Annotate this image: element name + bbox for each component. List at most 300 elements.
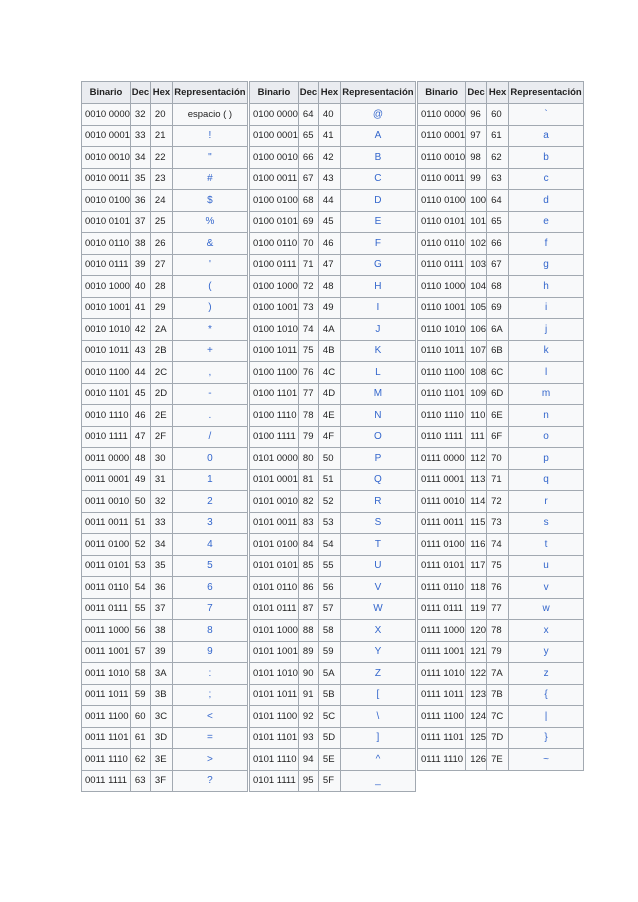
representation-cell: a [509,125,584,147]
binary-cell: 0011 1010 [82,663,131,685]
representation-cell: 8 [172,620,247,642]
dec-cell: 113 [466,469,487,491]
header-dec: Dec [130,82,150,104]
binary-cell: 0110 1101 [418,383,466,405]
representation-cell: I [340,297,415,319]
binary-cell: 0111 1011 [418,684,466,706]
header-row [82,82,248,104]
hex-cell: 46 [318,233,340,255]
table-row [250,641,416,663]
hex-cell: 47 [318,254,340,276]
table-row [250,426,416,448]
representation-cell: K [340,340,415,362]
binary-cell: 0101 1010 [250,663,299,685]
dec-cell: 109 [466,383,487,405]
table-row [82,362,248,384]
hex-cell: 66 [487,233,509,255]
hex-cell: 7A [487,663,509,685]
binary-cell: 0011 0111 [82,598,131,620]
table-row [250,340,416,362]
dec-cell: 54 [130,577,150,599]
representation-cell: j [509,319,584,341]
binary-cell: 0010 0100 [82,190,131,212]
hex-cell: 6F [487,426,509,448]
header-binario: Binario [418,82,466,104]
hex-cell: 5B [318,684,340,706]
representation-cell: R [340,491,415,513]
representation-cell: 3 [172,512,247,534]
representation-cell: : [172,663,247,685]
hex-cell: 55 [318,555,340,577]
table-row [250,555,416,577]
binary-cell: 0101 1011 [250,684,299,706]
table-row [418,534,584,556]
hex-cell: 30 [150,448,172,470]
hex-cell: 4B [318,340,340,362]
binary-cell: 0110 0000 [418,104,466,126]
representation-cell: G [340,254,415,276]
hex-cell: 57 [318,598,340,620]
representation-cell: \ [340,706,415,728]
representation-cell: s [509,512,584,534]
table-row [82,168,248,190]
hex-cell: 3E [150,749,172,771]
table-row [82,555,248,577]
table-row [250,684,416,706]
dec-cell: 120 [466,620,487,642]
table-row [418,319,584,341]
table-row [82,663,248,685]
table-row [82,491,248,513]
dec-cell: 43 [130,340,150,362]
representation-cell: ; [172,684,247,706]
representation-cell: 5 [172,555,247,577]
dec-cell: 58 [130,663,150,685]
hex-cell: 67 [487,254,509,276]
hex-cell: 63 [487,168,509,190]
dec-cell: 126 [466,749,487,771]
dec-cell: 53 [130,555,150,577]
hex-cell: 22 [150,147,172,169]
table-row [82,254,248,276]
header-representacion: Representación [509,82,584,104]
representation-cell: $ [172,190,247,212]
dec-cell: 112 [466,448,487,470]
hex-cell: 6C [487,362,509,384]
representation-cell: o [509,426,584,448]
table-row [250,125,416,147]
hex-cell: 32 [150,491,172,513]
table-row [418,620,584,642]
hex-cell: 52 [318,491,340,513]
hex-cell: 45 [318,211,340,233]
dec-cell: 52 [130,534,150,556]
hex-cell: 5D [318,727,340,749]
representation-cell: ^ [340,749,415,771]
table-row [418,125,584,147]
binary-cell: 0110 1000 [418,276,466,298]
table-row [82,319,248,341]
representation-cell: ? [172,770,247,792]
dec-cell: 41 [130,297,150,319]
binary-cell: 0011 1111 [82,770,131,792]
table-row [250,147,416,169]
representation-cell: S [340,512,415,534]
hex-cell: 21 [150,125,172,147]
table-row [418,469,584,491]
hex-cell: 72 [487,491,509,513]
hex-cell: 4D [318,383,340,405]
binary-cell: 0110 1110 [418,405,466,427]
dec-cell: 75 [298,340,318,362]
representation-cell: g [509,254,584,276]
binary-cell: 0010 1111 [82,426,131,448]
dec-cell: 37 [130,211,150,233]
table-row [418,233,584,255]
hex-cell: 65 [487,211,509,233]
dec-cell: 64 [298,104,318,126]
representation-cell: u [509,555,584,577]
dec-cell: 100 [466,190,487,212]
hex-cell: 61 [487,125,509,147]
binary-cell: 0110 0100 [418,190,466,212]
binary-cell: 0010 0001 [82,125,131,147]
table-row [82,577,248,599]
dec-cell: 84 [298,534,318,556]
binary-cell: 0111 0111 [418,598,466,620]
representation-cell: " [172,147,247,169]
table-row [82,125,248,147]
dec-cell: 65 [298,125,318,147]
binary-cell: 0110 1111 [418,426,466,448]
representation-cell: 2 [172,491,247,513]
dec-cell: 67 [298,168,318,190]
dec-cell: 57 [130,641,150,663]
dec-cell: 48 [130,448,150,470]
table-row [250,276,416,298]
ascii-table-1 [81,81,248,792]
dec-cell: 108 [466,362,487,384]
binary-cell: 0101 0011 [250,512,299,534]
hex-cell: 27 [150,254,172,276]
binary-cell: 0111 1110 [418,749,466,771]
representation-cell: } [509,727,584,749]
dec-cell: 45 [130,383,150,405]
hex-cell: 7B [487,684,509,706]
binary-cell: 0101 0110 [250,577,299,599]
dec-cell: 71 [298,254,318,276]
header-dec: Dec [466,82,487,104]
binary-cell: 0100 1110 [250,405,299,427]
representation-cell: X [340,620,415,642]
hex-cell: 4C [318,362,340,384]
hex-cell: 3F [150,770,172,792]
table-row [82,233,248,255]
table-row [250,663,416,685]
binary-cell: 0110 1001 [418,297,466,319]
table-row [250,362,416,384]
table-row [82,706,248,728]
dec-cell: 60 [130,706,150,728]
representation-cell: q [509,469,584,491]
table-row [250,727,416,749]
table-row [82,405,248,427]
hex-cell: 6B [487,340,509,362]
hex-cell: 5E [318,749,340,771]
hex-cell: 68 [487,276,509,298]
table-row [250,469,416,491]
dec-cell: 124 [466,706,487,728]
representation-cell: 6 [172,577,247,599]
binary-cell: 0111 0010 [418,491,466,513]
binary-cell: 0101 0000 [250,448,299,470]
binary-cell: 0010 0010 [82,147,131,169]
binary-cell: 0100 0001 [250,125,299,147]
binary-cell: 0101 1100 [250,706,299,728]
representation-cell: Q [340,469,415,491]
hex-cell: 2E [150,405,172,427]
dec-cell: 116 [466,534,487,556]
representation-cell: y [509,641,584,663]
binary-cell: 0101 0001 [250,469,299,491]
dec-cell: 123 [466,684,487,706]
representation-cell: ` [509,104,584,126]
dec-cell: 118 [466,577,487,599]
table-row [418,297,584,319]
table-row [250,254,416,276]
table-row [82,641,248,663]
dec-cell: 93 [298,727,318,749]
dec-cell: 38 [130,233,150,255]
representation-cell: Z [340,663,415,685]
representation-cell: ! [172,125,247,147]
binary-cell: 0100 1010 [250,319,299,341]
representation-cell: T [340,534,415,556]
table-row [418,577,584,599]
hex-cell: 4F [318,426,340,448]
hex-cell: 60 [487,104,509,126]
dec-cell: 74 [298,319,318,341]
header-row [418,82,584,104]
representation-cell: < [172,706,247,728]
dec-cell: 35 [130,168,150,190]
hex-cell: 43 [318,168,340,190]
header-hex: Hex [487,82,509,104]
representation-cell: ( [172,276,247,298]
dec-cell: 101 [466,211,487,233]
hex-cell: 2F [150,426,172,448]
representation-cell: # [172,168,247,190]
dec-cell: 49 [130,469,150,491]
binary-cell: 0100 0010 [250,147,299,169]
table-row [82,426,248,448]
binary-cell: 0011 0110 [82,577,131,599]
hex-cell: 48 [318,276,340,298]
dec-cell: 92 [298,706,318,728]
dec-cell: 96 [466,104,487,126]
dec-cell: 51 [130,512,150,534]
table-row [418,426,584,448]
hex-cell: 39 [150,641,172,663]
table-row [82,620,248,642]
representation-cell: L [340,362,415,384]
binary-cell: 0110 1010 [418,319,466,341]
representation-cell: t [509,534,584,556]
representation-cell: x [509,620,584,642]
hex-cell: 53 [318,512,340,534]
representation-cell: d [509,190,584,212]
binary-cell: 0110 0101 [418,211,466,233]
binary-cell: 0010 1011 [82,340,131,362]
binary-cell: 0110 1100 [418,362,466,384]
hex-cell: 76 [487,577,509,599]
dec-cell: 61 [130,727,150,749]
representation-cell: | [509,706,584,728]
binary-cell: 0111 1101 [418,727,466,749]
dec-cell: 114 [466,491,487,513]
binary-cell: 0100 1011 [250,340,299,362]
dec-cell: 80 [298,448,318,470]
table-row [418,147,584,169]
dec-cell: 107 [466,340,487,362]
representation-cell: * [172,319,247,341]
table-row [418,749,584,771]
hex-cell: 71 [487,469,509,491]
table-row [418,276,584,298]
binary-cell: 0100 0000 [250,104,299,126]
header-representacion: Representación [340,82,415,104]
binary-cell: 0100 0101 [250,211,299,233]
hex-cell: 29 [150,297,172,319]
hex-cell: 58 [318,620,340,642]
representation-cell: U [340,555,415,577]
representation-cell: J [340,319,415,341]
representation-cell: F [340,233,415,255]
binary-cell: 0100 1100 [250,362,299,384]
representation-cell: / [172,426,247,448]
dec-cell: 55 [130,598,150,620]
table-row [250,233,416,255]
dec-cell: 102 [466,233,487,255]
hex-cell: 34 [150,534,172,556]
dec-cell: 117 [466,555,487,577]
hex-cell: 41 [318,125,340,147]
representation-cell: 9 [172,641,247,663]
table-row [250,620,416,642]
dec-cell: 68 [298,190,318,212]
hex-cell: 64 [487,190,509,212]
binary-cell: 0100 1001 [250,297,299,319]
dec-cell: 91 [298,684,318,706]
binary-cell: 0111 1100 [418,706,466,728]
dec-cell: 39 [130,254,150,276]
dec-cell: 70 [298,233,318,255]
binary-cell: 0101 1001 [250,641,299,663]
table-row [250,448,416,470]
binary-cell: 0011 1001 [82,641,131,663]
representation-cell: ) [172,297,247,319]
binary-cell: 0100 1101 [250,383,299,405]
table-row [250,577,416,599]
dec-cell: 105 [466,297,487,319]
binary-cell: 0111 0000 [418,448,466,470]
dec-cell: 83 [298,512,318,534]
binary-cell: 0100 0110 [250,233,299,255]
hex-cell: 2B [150,340,172,362]
dec-cell: 88 [298,620,318,642]
dec-cell: 103 [466,254,487,276]
table-row [82,512,248,534]
representation-cell: i [509,297,584,319]
dec-cell: 122 [466,663,487,685]
dec-cell: 79 [298,426,318,448]
hex-cell: 35 [150,555,172,577]
dec-cell: 66 [298,147,318,169]
dec-cell: 72 [298,276,318,298]
binary-cell: 0011 1110 [82,749,131,771]
representation-cell: b [509,147,584,169]
dec-cell: 85 [298,555,318,577]
table-row [418,168,584,190]
table-row [82,448,248,470]
binary-cell: 0010 1000 [82,276,131,298]
representation-cell: Y [340,641,415,663]
table-row [250,383,416,405]
table-row [250,104,416,126]
header-hex: Hex [318,82,340,104]
representation-cell: espacio ( ) [172,104,247,126]
representation-cell: h [509,276,584,298]
table-row [418,641,584,663]
header-row [250,82,416,104]
dec-cell: 63 [130,770,150,792]
dec-cell: 78 [298,405,318,427]
table-row [82,276,248,298]
table-row [82,383,248,405]
representation-cell: w [509,598,584,620]
binary-cell: 0101 0100 [250,534,299,556]
dec-cell: 121 [466,641,487,663]
dec-cell: 62 [130,749,150,771]
hex-cell: 26 [150,233,172,255]
binary-cell: 0100 0011 [250,168,299,190]
hex-cell: 3A [150,663,172,685]
table-row [82,727,248,749]
dec-cell: 69 [298,211,318,233]
representation-cell: 4 [172,534,247,556]
binary-cell: 0111 0011 [418,512,466,534]
dec-cell: 90 [298,663,318,685]
hex-cell: 3D [150,727,172,749]
table-row [418,254,584,276]
binary-cell: 0011 0010 [82,491,131,513]
binary-cell: 0100 0111 [250,254,299,276]
dec-cell: 56 [130,620,150,642]
representation-cell: E [340,211,415,233]
binary-cell: 0010 0110 [82,233,131,255]
representation-cell: = [172,727,247,749]
representation-cell: P [340,448,415,470]
header-hex: Hex [150,82,172,104]
header-dec: Dec [298,82,318,104]
dec-cell: 95 [298,770,318,792]
representation-cell: r [509,491,584,513]
binary-cell: 0101 0111 [250,598,299,620]
representation-cell: v [509,577,584,599]
table-row [418,211,584,233]
representation-cell: z [509,663,584,685]
hex-cell: 70 [487,448,509,470]
